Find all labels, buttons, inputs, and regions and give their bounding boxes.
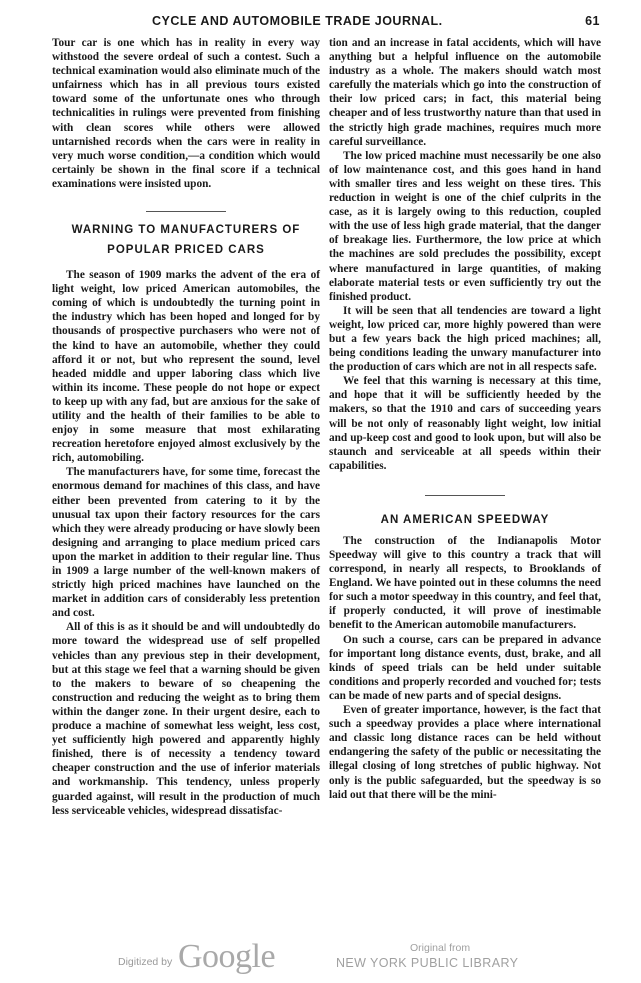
article-paragraph: The manufacturers have, for some time, forecast the enormous demand for machines of this class, and have either been prevented from catering to it by the unusual tax upon their factory resources for the cars which they were already producing or have slowly been designing and arranging to place medium priced cars upon the market in addition to their regular line. Thus in 1909 a large number of the well-known makers of strictly high priced machines have launched on the market in addition cars of considerably less pretention and cost.	[52, 466, 320, 620]
article-paragraph: On such a course, cars can be prepared in advance for important long distance events, dust, brake, and all kinds of speed trials can be held under suitable conditions and properly recorded and vouched for; tests can be made of new parts and of special designs.	[329, 633, 601, 702]
original-from-label: Original from	[410, 942, 471, 954]
right-column	[329, 36, 601, 802]
heading-line-2: POPULAR PRICED CARS	[107, 244, 265, 257]
intro-paragraph: Tour car is one which has in reality in every way withstood the severe ordeal of such a contest. Such a technical examination would also eliminate much of the unfairness which has in all previous tours existed toward some of the unfortunate ones who through technicalities in rulings were prevented from finishing with clean scores while others were allowed untarnished records when the cars were in reality in very much worse condition,—a condition which would certainly be shown in the final score if a technical examinations were insisted upon.	[52, 37, 320, 190]
digitized-by-label: Digitized by	[118, 956, 173, 968]
page-number: 61	[585, 14, 600, 28]
digitization-footer	[0, 936, 641, 982]
left-column	[52, 36, 320, 818]
article-paragraph: Even of greater importance, however, is the fact that such a speedway provides a place where international and classic long distance races can be held without endangering the safety of the public or necessitating the illegal closing of long stretches of public highway. Not only is the public safeguarded, but the speedway is so laid out that there will be the mini-	[329, 704, 601, 801]
article-paragraph: The low priced machine must necessarily be one also of low maintenance cost, and this goes hand in hand with smaller tires and less weight on these tires. This reduction in weight is one of the chief culprits in the case, as it is largely owing to this reduction, coupled with the use of less high grade material, that the danger of breakage lies. Furthermore, the low price at which the machines are sold precludes the possibility, except where manufactured in large quantities, of making elaborate material tests or even sufficiently try out the finished product.	[329, 149, 601, 303]
article-paragraph: It will be seen that all tendencies are toward a light weight, low priced car, more highly powered than were but a few years back the high priced machines; all, being conditions leading the unwary manufacturer into the production of cars which are not in all respects safe.	[329, 304, 601, 374]
article-paragraph: tion and an increase in fatal accidents, which will have anything but a helpful influence on the automobile industry as a whole. The makers should watch most carefully the materials which go into the construction of their low priced cars; in fact, this material being cheaper and of less trustworthy nature than that used in the strictly high grade machines, requires much more careful surveillance.	[329, 37, 601, 148]
journal-title: CYCLE AND AUTOMOBILE TRADE JOURNAL.	[152, 14, 443, 28]
section-heading-warning	[52, 220, 320, 260]
running-header	[140, 14, 600, 34]
article-paragraph: We feel that this warning is necessary at this time, and hope that it will be sufficiently heeded by the makers, so that the 1910 and cars of succeeding years will be not only of reasonably light weight, low initial and up-keep cost and good to look upon, but will also be staunch and serviceable at all speeds within their capabilities.	[329, 375, 601, 472]
article-paragraph: All of this is as it should be and will undoubtedly do more toward the widespread use of self propelled vehicles than any previous step in their development, but at this stage we feel that a warning should be given to the makers to beware of so cheapening the construction and reducing the weight as to bring them within the danger zone. In their urgent desire, each to produce a machine of somewhat less weight, less cost, yet sufficiently high powered and apparently highly finished, there is of necessity a tendency toward cheaper construction and the use of inferior materials and workmanship. This tendency, unless properly guarded against, will result in the production of much less serviceable vehicles, widespread dissatisfac-	[52, 621, 320, 817]
heading-line-1: WARNING TO MANUFACTURERS OF	[71, 224, 301, 237]
article-paragraph: The season of 1909 marks the advent of the era of light weight, low priced American automobiles, the coming of which is undoubtedly the turning point in the industry which has been hoped and longed for by thousands of prospective purchasers who were not of the kind to have an automobile, whether they could afford it or not, but who represent the sound, level headed middle and upper laboring class which live within its income. These people do not hope or expect to keep up with any fad, but are anxious for the sake of utility and the health of their families to be able to enjoy in some measure that most exhilarating recreation heretofore enjoyed almost exclusively by the rich, automobiling.	[52, 269, 320, 465]
article-paragraph: The construction of the Indianapolis Motor Speedway will give to this country a track that will correspond, in nearly all respects, to Brooklands of England. We have pointed out in these columns the need for such a motor speedway in this country, and feel that, if properly conducted, it will prove of inestimable benefit to the American automobile manufacturers.	[329, 534, 601, 632]
library-name: NEW YORK PUBLIC LIBRARY	[336, 956, 519, 970]
google-logo: Google	[178, 938, 276, 975]
section-heading-speedway: AN AMERICAN SPEEDWAY	[380, 513, 550, 526]
